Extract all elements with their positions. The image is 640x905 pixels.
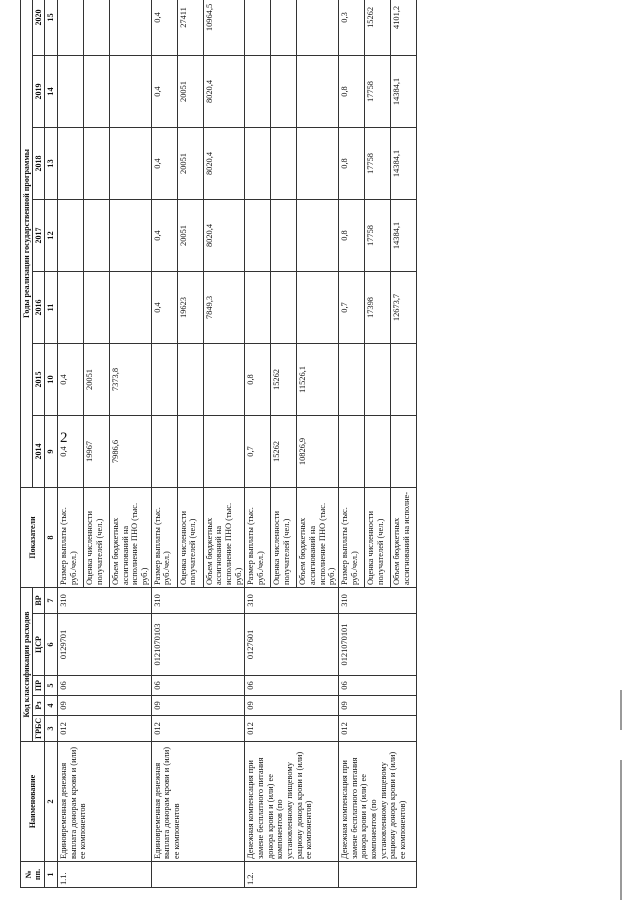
row-rz: 09 [245, 696, 339, 716]
row-pr: 06 [245, 676, 339, 696]
indicator-label: Размер выплаты (тыс. руб./чел.) [245, 488, 271, 588]
row-name: Единовременная денежная выплата донорам крови и (или) ее компонентов [151, 742, 245, 862]
scan-mark [620, 760, 622, 900]
column-number: 8 [45, 488, 58, 588]
year-value [110, 128, 152, 200]
page-number: 2 [60, 430, 68, 446]
year-value: 0,3 [338, 0, 364, 56]
year-value [110, 200, 152, 272]
year-value [245, 0, 271, 56]
indicator-label: Оценка численности получателей (чел.) [364, 488, 390, 588]
row-pr: 06 [58, 676, 152, 696]
year-value: 14384,1 [390, 56, 416, 128]
year-value [177, 344, 203, 416]
year-value: 17758 [364, 200, 390, 272]
column-number: 2 [45, 742, 58, 862]
year-value [364, 416, 390, 488]
year-value: 14384,1 [390, 200, 416, 272]
column-number: 4 [45, 696, 58, 716]
column-number: 1 [45, 862, 58, 888]
year-value [297, 56, 339, 128]
year-value: 0,4 [151, 128, 177, 200]
year-value: 27411 [177, 0, 203, 56]
year-value: 14384,1 [390, 128, 416, 200]
row-rz: 09 [151, 696, 245, 716]
year-value: 8020,4 [203, 128, 245, 200]
header-year: 2016 [33, 272, 45, 344]
year-value [271, 56, 297, 128]
row-rz: 09 [58, 696, 152, 716]
year-value [84, 272, 110, 344]
year-value [58, 56, 84, 128]
year-value [297, 0, 339, 56]
row-pr: 06 [151, 676, 245, 696]
row-csr: 0129701 [58, 614, 152, 676]
column-number: 7 [45, 588, 58, 614]
row-grbs: 012 [245, 716, 339, 742]
row-name: Единовременная денежная выплата донорам крови и (или) ее компонентов [58, 742, 152, 862]
header-year: 2019 [33, 56, 45, 128]
year-value: 0,8 [338, 56, 364, 128]
scan-mark [620, 690, 622, 730]
year-value: 19967 [84, 416, 110, 488]
header-years-group: Годы реализации государственной программы [21, 0, 33, 488]
year-value [245, 56, 271, 128]
year-value: 0,7 [245, 416, 271, 488]
year-value: 0,8 [338, 128, 364, 200]
header-vr: ВР [33, 588, 45, 614]
year-value: 0,4 [151, 200, 177, 272]
indicator-label: Оценка численности получателей (чел.) [177, 488, 203, 588]
column-number: 12 [45, 200, 58, 272]
header-rz: Рз [33, 696, 45, 716]
year-value: 0,8 [338, 200, 364, 272]
year-value [58, 128, 84, 200]
row-number [151, 862, 245, 888]
column-number: 15 [45, 0, 58, 56]
row-vr: 310 [58, 588, 152, 614]
header-grbs: ГРБС [33, 716, 45, 742]
year-value [151, 416, 177, 488]
header-no: № пп. [21, 862, 45, 888]
year-value [84, 56, 110, 128]
year-value [390, 344, 416, 416]
year-value: 17758 [364, 128, 390, 200]
indicator-label: Объем бюджетных ассигнований на исполне- [390, 488, 416, 588]
year-value: 0,4 [58, 344, 84, 416]
year-value [297, 272, 339, 344]
indicator-label: Оценка численности получателей (чел.) [271, 488, 297, 588]
year-value: 0,8 [245, 344, 271, 416]
indicator-label: Объем бюджетных ассигнований на исполнение ПНО (тыс. руб.) [110, 488, 152, 588]
row-number [338, 862, 416, 888]
row-name: Денежная компенсация при замене бесплатного питания донора крови и (или) ее компонентов (по установленному пищевому рациону донора крови и (или) ее компонентов) [338, 742, 416, 862]
year-value: 20051 [177, 56, 203, 128]
rotated-table-container [20, 0, 610, 888]
row-csr: 0121070101 [338, 614, 416, 676]
column-number: 13 [45, 128, 58, 200]
row-csr: 0121070103 [151, 614, 245, 676]
column-number: 6 [45, 614, 58, 676]
year-value: 4101,2 [390, 0, 416, 56]
year-value [58, 0, 84, 56]
year-value: 10826,9 [297, 416, 339, 488]
row-rz: 09 [338, 696, 416, 716]
table-row [245, 0, 271, 888]
year-value: 8020,4 [203, 56, 245, 128]
table-row [338, 0, 364, 888]
year-value: 15262 [271, 344, 297, 416]
row-number: 1.1. [58, 862, 152, 888]
year-value: 0,4 [151, 272, 177, 344]
indicator-label: Объем бюджетных ассигнований на исполнение ПНО (тыс. руб.) [203, 488, 245, 588]
year-value [203, 344, 245, 416]
year-value [297, 128, 339, 200]
column-number: 5 [45, 676, 58, 696]
header-code-group: Код классификации расходов [21, 588, 33, 742]
row-vr: 310 [245, 588, 339, 614]
year-value [338, 344, 364, 416]
row-grbs: 012 [151, 716, 245, 742]
year-value [338, 416, 364, 488]
year-value: 20051 [84, 344, 110, 416]
year-value [84, 0, 110, 56]
year-value [245, 128, 271, 200]
year-value [271, 0, 297, 56]
column-number: 11 [45, 272, 58, 344]
year-value [271, 128, 297, 200]
year-value [203, 416, 245, 488]
year-value [271, 272, 297, 344]
indicator-label: Размер выплаты (тыс. руб./чел.) [58, 488, 84, 588]
year-value [84, 200, 110, 272]
table-row [151, 0, 177, 888]
year-value [110, 0, 152, 56]
row-grbs: 012 [338, 716, 416, 742]
year-value: 8020,4 [203, 200, 245, 272]
year-value: 20051 [177, 128, 203, 200]
row-name: Денежная компенсация при замене бесплатного питания донора крови и (или) ее компонентов (по установленному пищевому рациону донора крови и (или) ее компонентов) [245, 742, 339, 862]
row-vr: 310 [338, 588, 416, 614]
year-value [58, 200, 84, 272]
year-value: 11526,1 [297, 344, 339, 416]
row-pr: 06 [338, 676, 416, 696]
year-value [297, 200, 339, 272]
year-value: 15262 [271, 416, 297, 488]
indicator-label: Размер выплаты (тыс. руб./чел.) [151, 488, 177, 588]
budget-table [20, 0, 417, 888]
row-grbs: 012 [58, 716, 152, 742]
indicator-label: Размер выплаты (тыс. руб./чел.) [338, 488, 364, 588]
header-year: 2014 [33, 416, 45, 488]
header-indicators: Показатели [21, 488, 45, 588]
header-csr: ЦСР [33, 614, 45, 676]
year-value [177, 416, 203, 488]
year-value: 0,7 [338, 272, 364, 344]
year-value: 19623 [177, 272, 203, 344]
year-value: 20051 [177, 200, 203, 272]
year-value: 12673,7 [390, 272, 416, 344]
column-number: 10 [45, 344, 58, 416]
column-number: 14 [45, 56, 58, 128]
year-value: 15262 [364, 0, 390, 56]
header-year: 2015 [33, 344, 45, 416]
year-value: 7849,3 [203, 272, 245, 344]
indicator-label: Объем бюджетных ассигнований на исполнение ПНО (тыс. руб.) [297, 488, 339, 588]
year-value [245, 200, 271, 272]
column-number: 3 [45, 716, 58, 742]
row-csr: 0127601 [245, 614, 339, 676]
header-pr: ПР [33, 676, 45, 696]
year-value: 7986,6 [110, 416, 152, 488]
year-value: 0,4 [151, 0, 177, 56]
year-value [245, 272, 271, 344]
year-value: 7373,8 [110, 344, 152, 416]
year-value [110, 56, 152, 128]
column-number: 9 [45, 416, 58, 488]
indicator-label: Оценка численности получателей (чел.) [84, 488, 110, 588]
year-value: 17758 [364, 56, 390, 128]
year-value: 10964,5 [203, 0, 245, 56]
year-value [84, 128, 110, 200]
year-value [390, 416, 416, 488]
table-row [58, 0, 84, 888]
year-value: 0,4 [151, 56, 177, 128]
year-value [364, 344, 390, 416]
year-value: 17398 [364, 272, 390, 344]
header-year: 2017 [33, 200, 45, 272]
year-value: 0,4 [58, 416, 84, 488]
header-year: 2020 [33, 0, 45, 56]
year-value [271, 200, 297, 272]
row-vr: 310 [151, 588, 245, 614]
year-value [151, 344, 177, 416]
year-value [110, 272, 152, 344]
header-year: 2018 [33, 128, 45, 200]
header-name: Наименование [21, 742, 45, 862]
row-number: 1.2. [245, 862, 339, 888]
year-value [58, 272, 84, 344]
